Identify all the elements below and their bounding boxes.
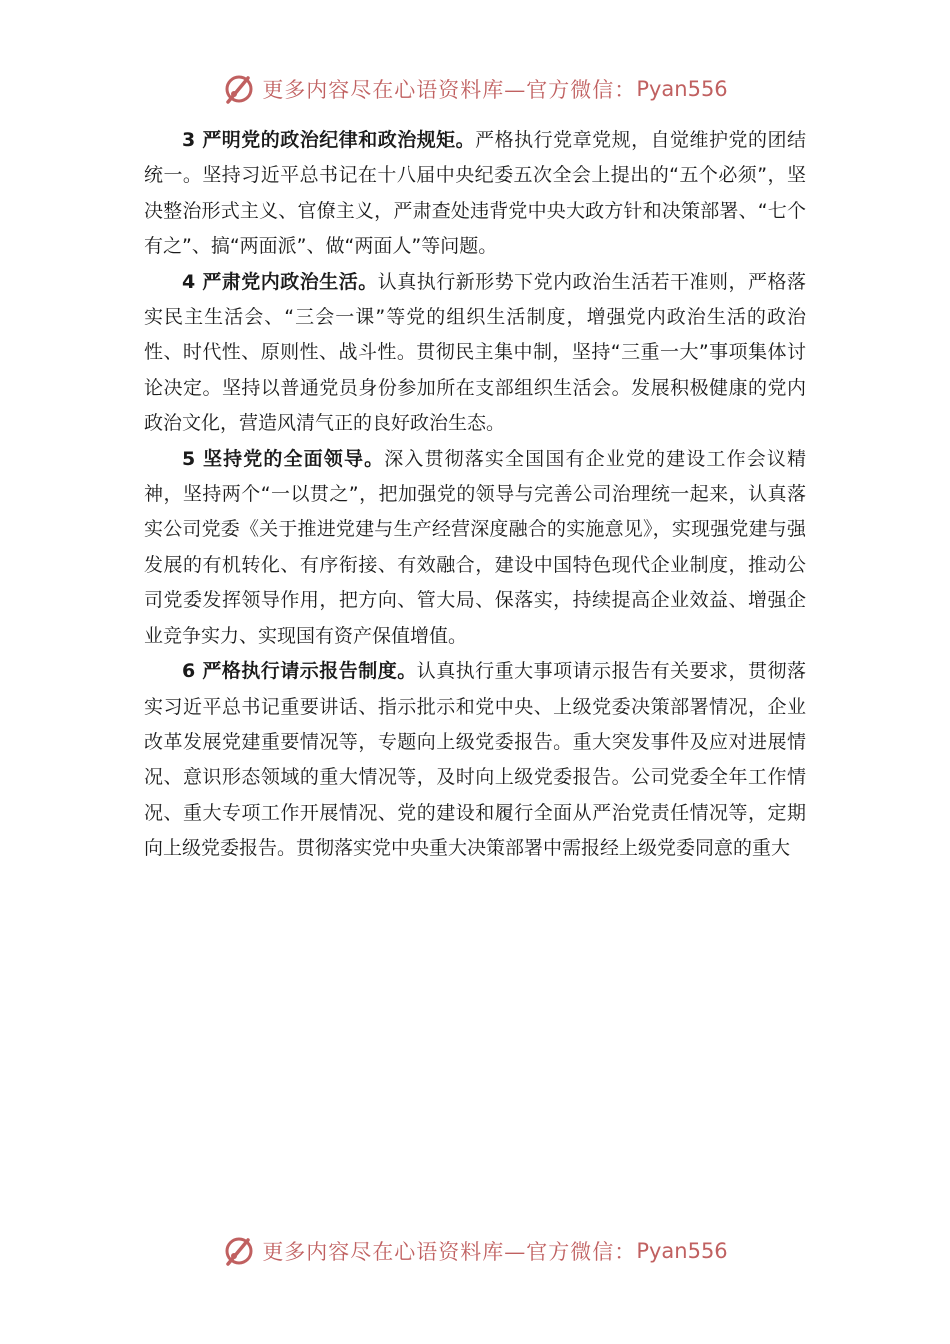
footer-watermark	[0, 1234, 950, 1268]
watermark-text: 更多内容尽在心语资料库—官方微信：	[262, 78, 637, 102]
paragraph-6	[144, 654, 806, 866]
watermark-text: 更多内容尽在心语资料库—官方微信：	[262, 1240, 637, 1264]
paragraph-text: 严格执行党章党规，自觉维护党的团结统一。坚持习近平总书记在十八届中央纪委五次全会上提出的“五个必须”，坚决整治形式主义、官僚主义，严肃查处违背党中央大政方针和决策部署、“七个有之”、搞“两面派”、做“两面人”等问题。	[144, 129, 806, 258]
paragraph-text: 深入贯彻落实全国国有企业党的建设工作会议精神，坚持两个“一以贯之”，把加强党的领导与完善公司治理统一起来，认真落实公司党委《关于推进党建与生产经营深度融合的实施意见》，实现强党建与强发展的有机转化、有序衔接、有效融合，建设中国特色现代企业制度，推动公司党委发挥领导作用，把方向、管大局、保落实，持续提高企业效益、增强企业竞争实力、实现国有资产保值增值。	[144, 447, 806, 647]
paragraph-text: 认真执行新形势下党内政治生活若干准则，严格落实民主生活会、“三会一课”等党的组织生活制度，增强党内政治生活的政治性、时代性、原则性、战斗性。贯彻民主集中制，坚持“三重一大”事项集体讨论决定。坚持以普通党员身份参加所在支部组织生活会。发展积极健康的党内政治文化，营造风清气正的良好政治生态。	[144, 270, 806, 435]
paragraph-4	[144, 265, 806, 442]
watermark-wechat-id: Pyan556	[636, 77, 728, 101]
paragraph-5	[144, 442, 806, 654]
paragraph-heading: 3 严明党的政治纪律和政治规矩。	[182, 129, 476, 151]
paragraph-heading: 5 坚持党的全面领导。	[182, 447, 385, 470]
watermark-wechat-id: Pyan556	[636, 1239, 728, 1263]
paragraph-text: 认真执行重大事项请示报告有关要求，贯彻落实习近平总书记重要讲话、指示批示和党中央、上级党委决策部署情况，企业改革发展党建重要情况等，专题向上级党委报告。重大突发事件及应对进展情况、意识形态领域的重大情况等，及时向上级党委报告。公司党委全年工作情况、重大专项工作开展情况、党的建设和履行全面从严治党责任情况等，定期向上级党委报告。贯彻落实党中央重大决策部署中需报经上级党委同意的重大	[144, 660, 806, 860]
pen-logo-icon	[222, 1234, 256, 1268]
paragraph-3	[144, 123, 806, 265]
paragraph-heading: 4 严肃党内政治生活。	[182, 270, 378, 293]
pen-logo-icon	[222, 72, 256, 106]
document-body	[144, 123, 806, 867]
header-watermark	[0, 72, 950, 106]
paragraph-heading: 6 严格执行请示报告制度。	[182, 660, 417, 683]
